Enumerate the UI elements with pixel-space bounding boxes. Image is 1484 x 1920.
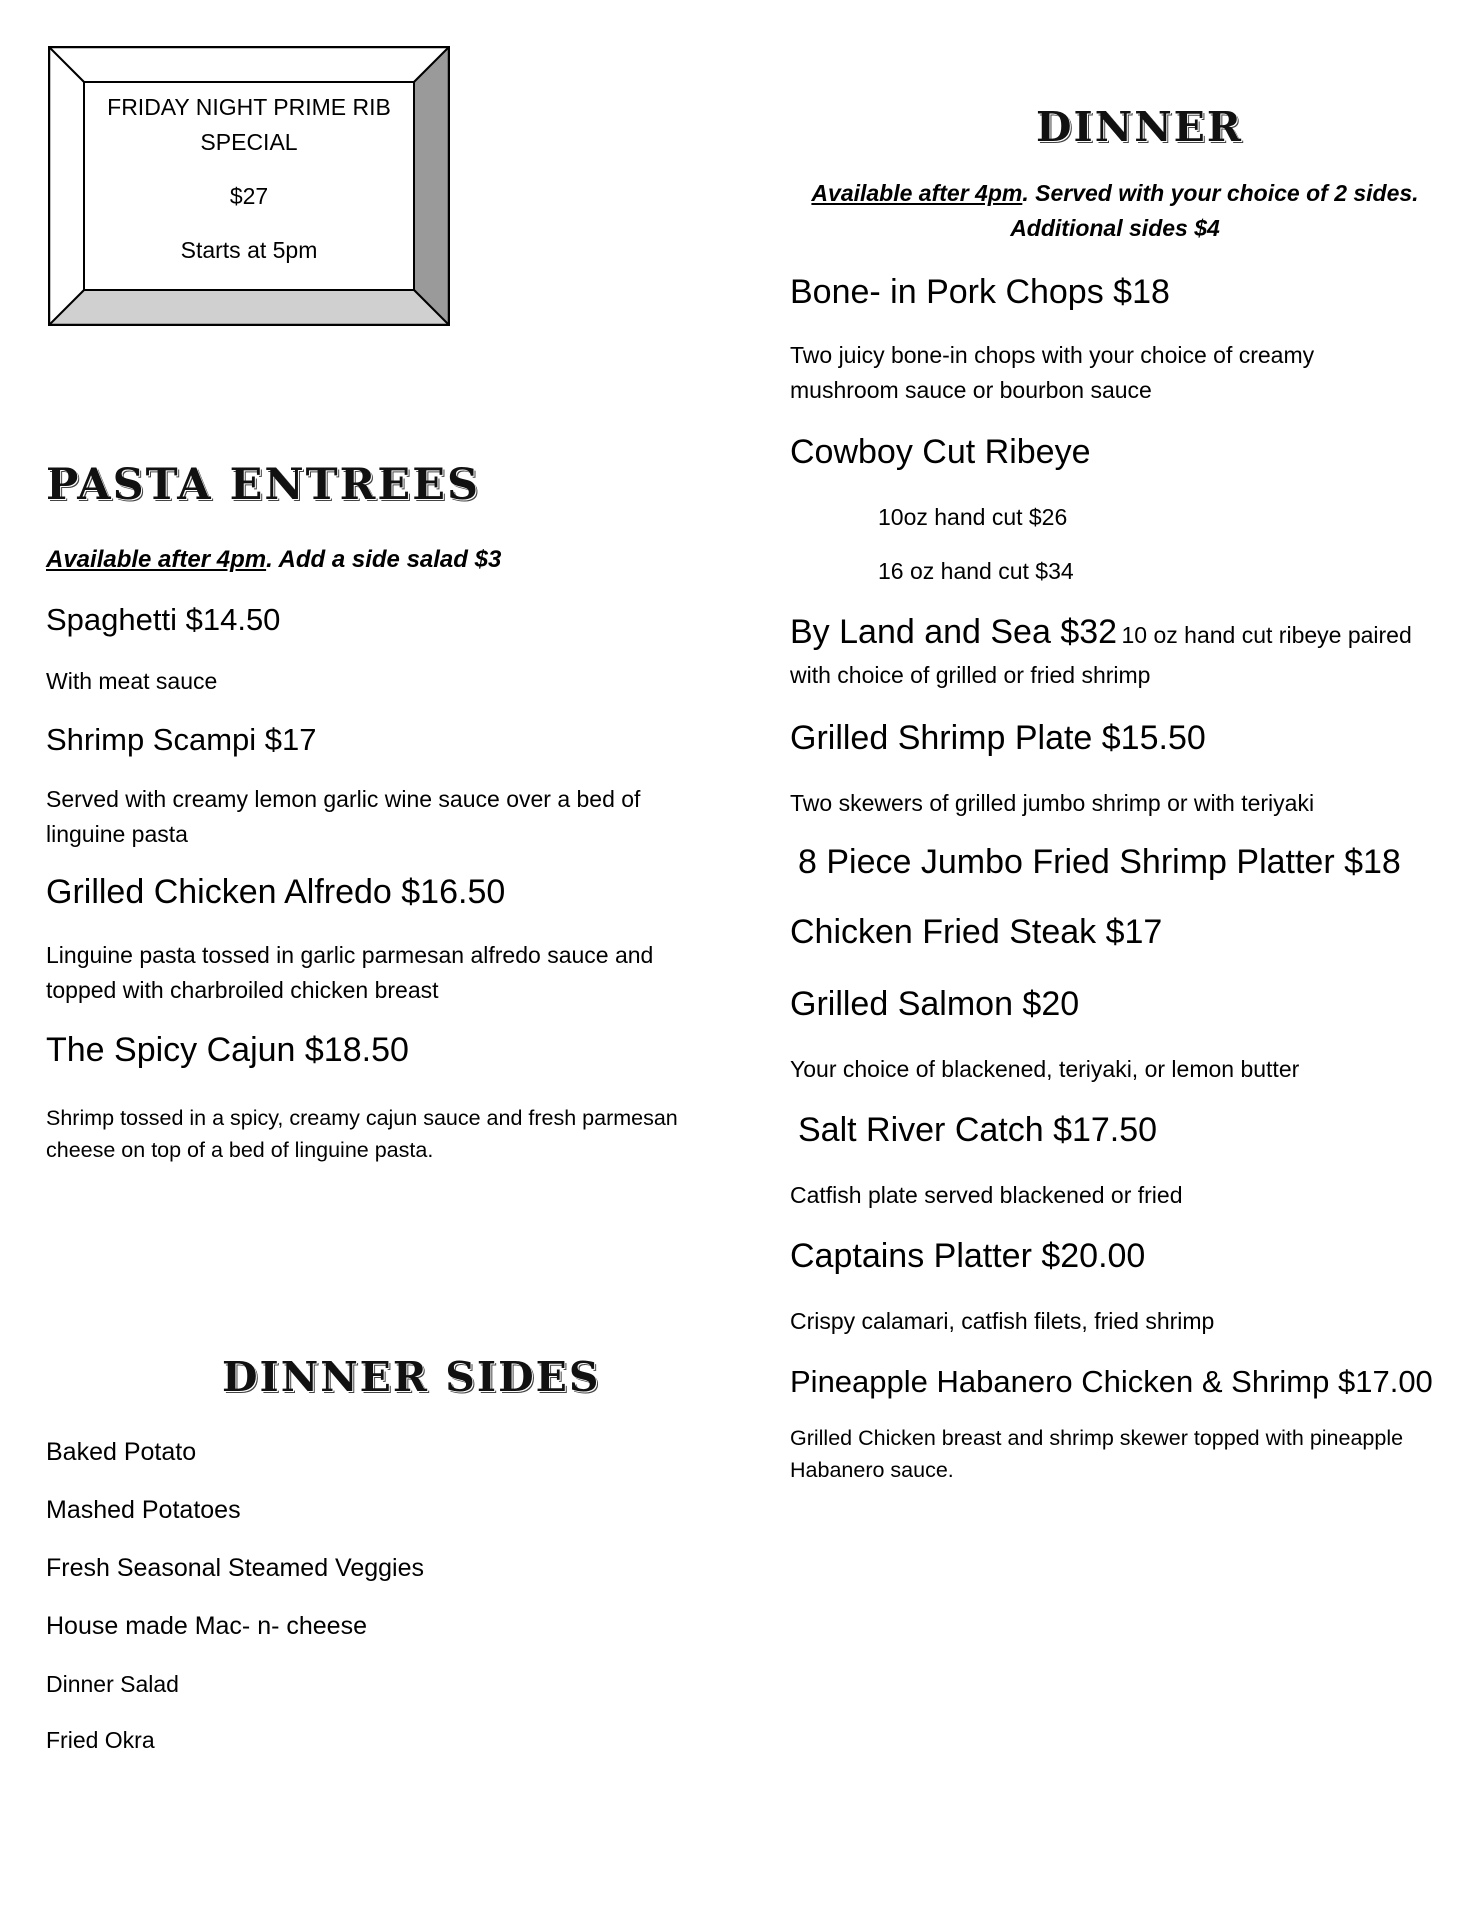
pasta-item-title: Spaghetti $14.50 xyxy=(46,602,281,637)
dinner-item-title: By Land and Sea $32 xyxy=(790,613,1118,651)
pasta-availability-underlined: Available after 4pm xyxy=(46,546,267,573)
pasta-item-desc xyxy=(46,938,653,1008)
side-item: Mashed Potatoes xyxy=(46,1496,241,1524)
dinner-item-title: Salt River Catch $17.50 xyxy=(798,1111,1158,1149)
dinner-item-desc: with choice of grilled or fried shrimp xyxy=(790,662,1151,688)
special-time: Starts at 5pm xyxy=(180,237,318,263)
special-text-block xyxy=(86,84,412,290)
pasta-item-title: Shrimp Scampi $17 xyxy=(46,722,317,757)
dinner-item-title: Grilled Salmon $20 xyxy=(790,985,1080,1023)
desc-line: Grilled Chicken breast and shrimp skewer topped with pineapple xyxy=(790,1426,1404,1450)
dinner-availability-note xyxy=(790,176,1440,246)
special-title-line2: SPECIAL xyxy=(200,129,298,155)
dinner-availability-line1 xyxy=(790,176,1440,211)
prime-rib-special-box xyxy=(48,46,450,326)
pasta-item-title: Grilled Chicken Alfredo $16.50 xyxy=(46,873,506,911)
dinner-item-desc xyxy=(790,338,1314,408)
ribeye-option-10oz: 10oz hand cut $26 xyxy=(878,504,1068,530)
dinner-availability-line2: Additional sides $4 xyxy=(1010,215,1220,241)
dinner-item-desc: Two skewers of grilled jumbo shrimp or with teriyaki xyxy=(790,790,1315,816)
dinner-item-title: Cowboy Cut Ribeye xyxy=(790,433,1091,471)
dinner-heading: DINNER xyxy=(1036,103,1244,151)
desc-line: topped with charbroiled chicken breast xyxy=(46,977,439,1003)
dinner-availability-underlined: Available after 4pm xyxy=(811,180,1023,206)
dinner-item-title: Bone- in Pork Chops $18 xyxy=(790,273,1170,311)
side-item: Fresh Seasonal Steamed Veggies xyxy=(46,1554,425,1582)
pasta-item-desc xyxy=(46,782,640,852)
special-price: $27 xyxy=(229,183,269,209)
desc-line: Shrimp tossed in a spicy, creamy cajun sauce and fresh parmesan xyxy=(46,1106,678,1130)
dinner-item-land-and-sea xyxy=(790,612,1470,693)
desc-line: Served with creamy lemon garlic wine sauce over a bed of xyxy=(46,786,641,812)
dinner-item-title: Grilled Shrimp Plate $15.50 xyxy=(790,719,1206,757)
dinner-item-title: Pineapple Habanero Chicken & Shrimp $17.00 xyxy=(790,1364,1433,1399)
dinner-item-title: 8 Piece Jumbo Fried Shrimp Platter $18 xyxy=(798,843,1401,881)
dinner-availability-rest: . Served with your choice of 2 sides. xyxy=(1022,180,1419,206)
pasta-availability-rest: . Add a side salad $3 xyxy=(266,546,502,573)
desc-line: cheese on top of a bed of linguine pasta. xyxy=(46,1138,434,1162)
side-item: House made Mac- n- cheese xyxy=(46,1612,367,1640)
dinner-item-desc: Crispy calamari, catfish filets, fried shrimp xyxy=(790,1308,1215,1334)
side-item: Fried Okra xyxy=(46,1727,155,1753)
desc-line: mushroom sauce or bourbon sauce xyxy=(790,377,1152,403)
desc-line: Two juicy bone-in chops with your choice of creamy xyxy=(790,342,1315,368)
pasta-item-title: The Spicy Cajun $18.50 xyxy=(46,1031,409,1069)
ribeye-option-16oz: 16 oz hand cut $34 xyxy=(878,558,1074,584)
dinner-item-desc: Catfish plate served blackened or fried xyxy=(790,1182,1183,1208)
desc-line: Linguine pasta tossed in garlic parmesan alfredo sauce and xyxy=(46,942,654,968)
desc-line: Habanero sauce. xyxy=(790,1458,954,1482)
desc-line: linguine pasta xyxy=(46,821,188,847)
side-item: Baked Potato xyxy=(46,1438,197,1466)
dinner-sides-heading: DINNER SIDES xyxy=(222,1353,601,1401)
dinner-item-desc xyxy=(790,1422,1403,1486)
dinner-item-title: Chicken Fried Steak $17 xyxy=(790,913,1163,951)
dinner-item-desc-inline: 10 oz hand cut ribeye paired xyxy=(1121,622,1412,648)
pasta-item-desc xyxy=(46,1102,678,1166)
side-item: Dinner Salad xyxy=(46,1671,179,1697)
pasta-availability-note xyxy=(46,542,501,577)
dinner-item-desc: Your choice of blackened, teriyaki, or lemon butter xyxy=(790,1056,1300,1082)
dinner-item-title: Captains Platter $20.00 xyxy=(790,1237,1146,1275)
special-title-line1: FRIDAY NIGHT PRIME RIB xyxy=(107,94,391,120)
pasta-entrees-heading: PASTA ENTREES xyxy=(46,460,481,510)
pasta-item-desc: With meat sauce xyxy=(46,668,218,694)
